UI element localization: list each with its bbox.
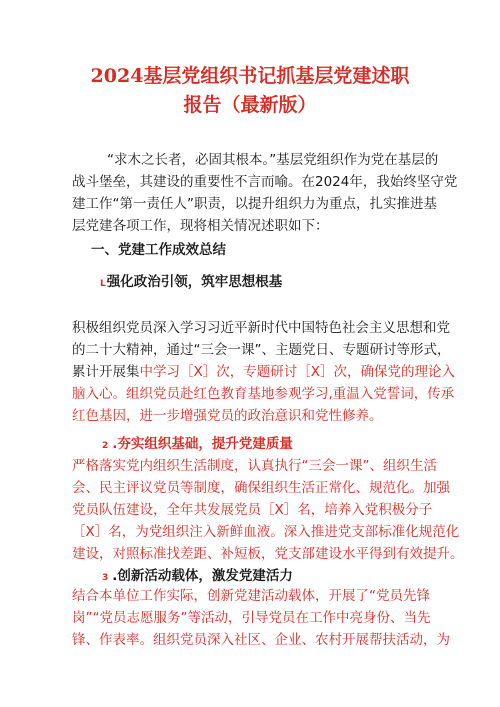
body-line: 积极组织党员深入学习习近平新时代中国特色社会主义思想和党 bbox=[72, 320, 450, 336]
body-line: 党员队伍建设，全年共发展党员［X］名，培养入党积极分子 bbox=[72, 502, 433, 518]
body-line: 结合本单位工作实际，创新党建活动载体，开展了“党员先锋 bbox=[72, 588, 430, 604]
item-number: L bbox=[100, 279, 106, 289]
document-title-line-2: 报告（最新版） bbox=[183, 94, 317, 116]
body-line: 会、民主评议党员等制度，确保组织生活正常化、规范化。加强 bbox=[72, 480, 450, 496]
body-line: 锋、作表率。组织党员深入社区、企业、农村开展帮扶活动，为 bbox=[72, 632, 450, 648]
intro-line: 层党建各项工作，现将相关情况述职如下： bbox=[72, 218, 329, 234]
item-heading-text: .创新活动载体，激发党建活力 bbox=[112, 568, 293, 584]
body-line bbox=[72, 362, 455, 382]
body-line: 红色基因，进一步增强党员的政治意识和党性修养。 bbox=[72, 408, 383, 424]
body-line: 严格落实党内组织生活制度，认真执行“三会一课”、组织生活 bbox=[72, 458, 437, 474]
body-line: 的二十大精神，通过“三会一课”、主题党日、专题研讨等形式， bbox=[72, 342, 451, 358]
intro-line: 建工作“第一责任人”职责，以提升组织力为重点，扎实推进基 bbox=[72, 196, 437, 212]
intro-line: 战斗堡垒，其建设的重要性不言而喻。在2024年，我始终坚守党 bbox=[72, 174, 458, 190]
document-title-line-1: 2024基层党组织书记抓基层党建述职 bbox=[90, 65, 410, 87]
body-line: 建设，对照标准找差距、补短板，党支部建设水平得到有效提升。 bbox=[72, 546, 464, 562]
intro-line: “求木之长者，必固其根本。”基层党组织作为党在基层的 bbox=[107, 152, 439, 168]
body-line: ［X］名，为党组织注入新鲜血液。深入推进党支部标准化规范化 bbox=[72, 524, 460, 540]
item-heading-2 bbox=[102, 434, 293, 456]
item-number: 3 bbox=[102, 573, 109, 583]
item-heading-text: .夯实组织基础，提升党建质量 bbox=[112, 436, 293, 452]
body-text: 累计开展集 bbox=[72, 364, 140, 380]
item-heading-3 bbox=[102, 566, 293, 588]
item-heading-1 bbox=[100, 272, 282, 294]
item-number: 2 bbox=[102, 441, 109, 451]
body-line: 脑入心。组织党员赴红色教育基地参观学习,重温入党誓词，传承 bbox=[72, 386, 455, 402]
section-heading: 一、党建工作成效总结 bbox=[91, 242, 226, 258]
body-line: 岗”“党员志愿服务”等活动，引导党员在工作中亮身份、当先 bbox=[72, 610, 431, 626]
body-text-highlight: 中学习［X］次，专题研讨［X］次，确保党的理论入 bbox=[139, 364, 455, 380]
item-heading-text: 强化政治引领，筑牢思想根基 bbox=[106, 274, 283, 290]
